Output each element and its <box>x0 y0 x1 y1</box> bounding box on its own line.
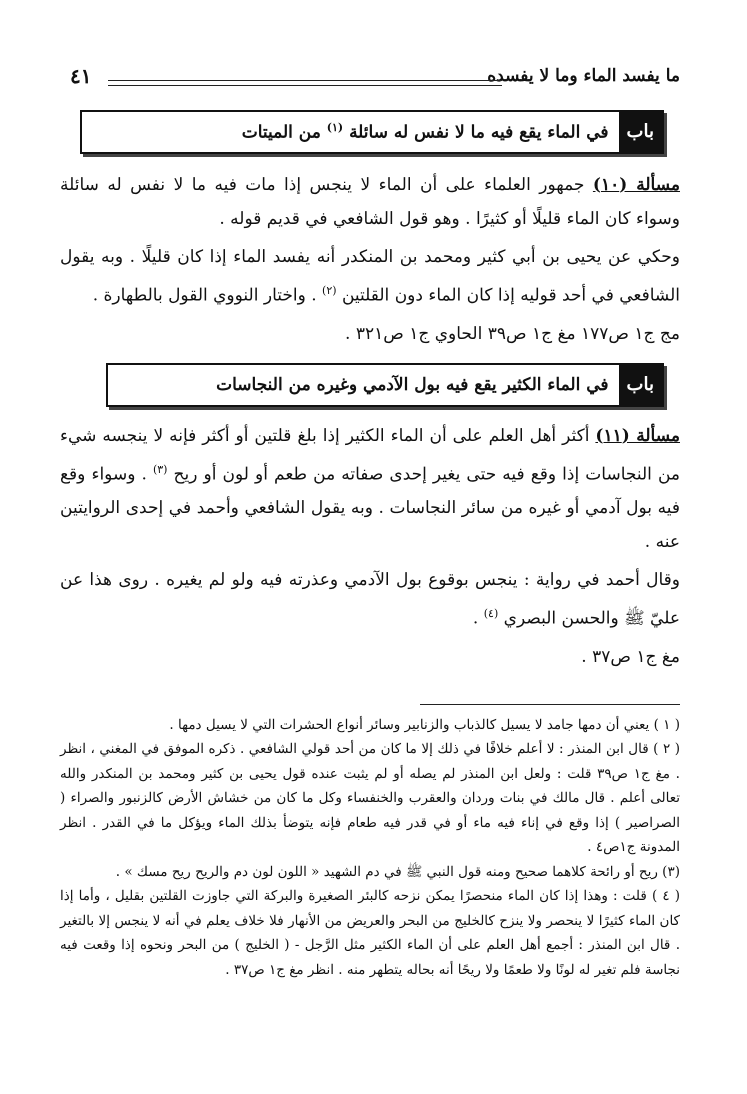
header-rule <box>108 80 502 81</box>
footnote-ref: (٢) <box>322 284 337 297</box>
footnote: ( ٢ ) قال ابن المنذر : لا أعلم خلافًا في ذلك إلا ما كان من أحد قولي الشافعي . ذكره الموفق في المغني ، انظر . مغ ج١ ص٣٩ قلت : ولعل ابن المنذر لم يصله أو لم يثبت عنده قول يحيى بن كثير ومحمد بن المنكدر والله تعالى أعلم . قال مالك في بنات وردان والعقرب والخنفساء وكل ما كان من خشاش الأرض كالزنبور والصراء ( الصراصير ) إذا وقع في إناء فيه ماء أو في قدر فيه طعام فإنه يتوضأ بذلك الماء ويؤكل ما في القدر . انظر المدونة ج١ص٤ . <box>60 741 680 856</box>
references-text: مج ج١ ص١٧٧ مغ ج١ ص٣٩ الحاوي ج١ ص٣٢١ . <box>345 323 680 344</box>
chapter-heading <box>106 363 664 407</box>
paragraph <box>60 563 680 636</box>
masala-label: مسألة (١١) <box>595 425 680 446</box>
footnote-ref: (٤) <box>483 607 499 621</box>
page-number: ٤١ <box>70 64 92 88</box>
page <box>60 58 680 982</box>
paragraph-text: أكثر أهل العلم على أن الماء الكثير إذا بلغ قلتين أو أكثر فإنه لا ينجسه شيء من النجاسات إذا وقع فيه حتى يغير إحدى صفاته من طعم أو لون أو ريح <box>60 425 680 485</box>
chapter-label: باب <box>619 365 662 405</box>
running-header <box>60 58 680 98</box>
footnote: (٣) ريح أو رائحة كلاهما صحيح ومنه قول النبي ﷺ في دم الشهيد « اللون لون دم والريح ريح مسك » . <box>115 863 680 880</box>
paragraph <box>60 240 680 313</box>
footnote: ( ١ ) يعني أن دمها جامد لا يسيل كالذباب والزنابير وسائر أنواع الحشرات التي لا يسيل دمها . <box>169 716 680 733</box>
footnote-ref: (١) <box>326 121 344 135</box>
paragraph <box>60 419 680 560</box>
footnote-ref: (٣) <box>152 462 168 476</box>
chapter-label: باب <box>619 112 662 152</box>
references <box>60 640 680 674</box>
chapter-title-text: في الماء يقع فيه ما لا نفس له سائلة <box>349 122 609 143</box>
footnote: ( ٤ ) قلت : وهذا إذا كان الماء منحصرًا يمكن نزحه كالبئر الصغيرة والبركة التي جاوزت القلتين بقليل ، وأما إذا كان الماء كثيرًا لا ينحصر ولا ينزح كالخليج من البحر والعريض من الأنهار فلا خلاف يعلم في أنه لا ينجس إلا بالتغير . قال ابن المنذر : أجمع أهل العلم على أن الماء الكثير مثل الرَّجل - ( الخليج ) من البحر ونحوه إذا وقعت فيه نجاسة فلم تغير له لونًا ولا طعمًا ولا ريحًا أنه بحاله يتطهر منه . انظر مغ ج١ ص٣٧ . <box>60 888 680 978</box>
references-text: مغ ج١ ص٣٧ . <box>581 646 680 667</box>
paragraph-text: . وسواء وقع فيه بول آدمي أو غيره من سائر النجاسات . وبه يقول الشافعي وأحمد في إحدى الروايتين عنه . <box>60 464 680 553</box>
header-rule <box>108 85 502 86</box>
references <box>60 317 680 351</box>
header-title: ما يفسد الماء وما لا يفسده <box>487 66 680 86</box>
masala-label: مسألة (١٠) <box>592 175 680 195</box>
chapter-title: في الماء الكثير يقع فيه بول الآدمي وغيره من النجاسات <box>216 374 609 395</box>
chapter-title <box>232 121 619 143</box>
paragraph-text: وقال أحمد في رواية : ينجس بوقوع بول الآدمي وعذرته فيه ولو لم يغيره . روى هذا عن عليّ ﷺ والحسن البصري <box>60 570 680 629</box>
chapter-title-text: من الميتات <box>241 122 321 143</box>
paragraph-text: جمهور العلماء على أن الماء لا ينجس إذا مات فيه ما لا نفس له سائلة وسواء كان الماء قليلًا أو كثيرًا . وهو قول الشافعي في قديم قوله . <box>60 175 680 229</box>
paragraph <box>60 168 680 236</box>
footnotes <box>60 713 680 983</box>
paragraph-text: وحكي عن يحيى بن أبي كثير ومحمد بن المنكدر أنه يفسد الماء إذا كان قليلًا . وبه يقول الشافعي في أحد قوليه إذا كان الماء دون القلتين <box>60 247 680 306</box>
paragraph-text: . واختار النووي القول بالطهارة . <box>92 285 317 306</box>
chapter-heading <box>80 110 664 154</box>
paragraph-text: . <box>472 608 479 629</box>
footnote-separator <box>420 704 680 705</box>
